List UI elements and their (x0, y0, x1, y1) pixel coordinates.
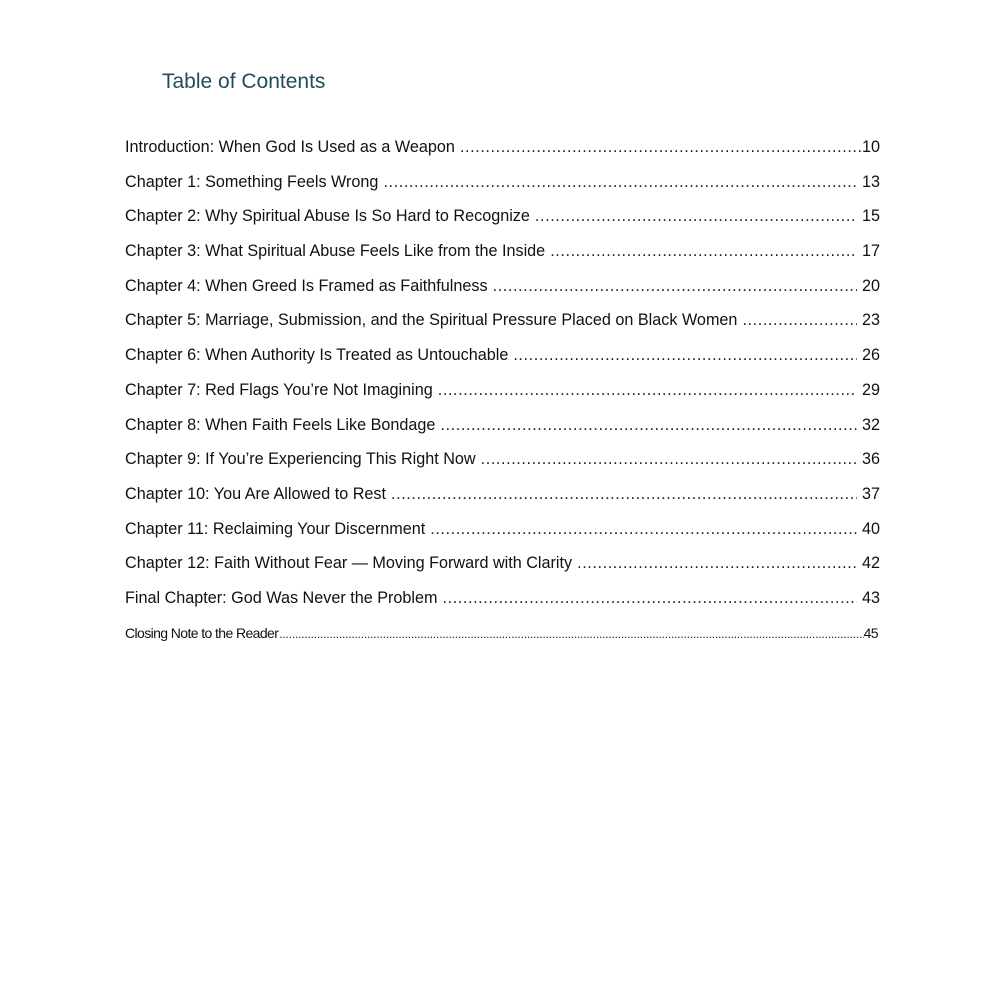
toc-entry-page-number: 37 (861, 484, 880, 503)
dot-leader (430, 516, 857, 542)
toc-entry-label: Chapter 1: Something Feels Wrong (125, 172, 379, 191)
toc-entry-chapter-7[interactable] (125, 377, 880, 412)
dot-leader (443, 585, 857, 611)
toc-entry-chapter-4[interactable] (125, 273, 880, 308)
toc-entry-chapter-2[interactable] (125, 203, 880, 238)
toc-entry-label: Chapter 9: If You’re Experiencing This Right Now (125, 450, 476, 469)
toc-entry-label: Chapter 2: Why Spiritual Abuse Is So Hard to Recognize (125, 207, 530, 226)
toc-entry-label: Chapter 5: Marriage, Submission, and the Spiritual Pressure Placed on Black Women (125, 311, 738, 330)
toc-entry-label: Chapter 11: Reclaiming Your Discernment (125, 519, 426, 538)
dot-leader (460, 134, 862, 160)
toc-entry-page-number: 10 (861, 138, 880, 156)
toc-entry-label: Chapter 3: What Spiritual Abuse Feels Like from the Inside (125, 242, 546, 261)
toc-entry-chapter-8[interactable] (125, 412, 880, 447)
toc-entry-page-number: 26 (861, 346, 880, 365)
toc-entry-page-number: 13 (861, 172, 880, 191)
toc-entry-page-number: 43 (861, 588, 880, 607)
toc-entry-label: Introduction: When God Is Used as a Weapon (125, 138, 455, 156)
dot-leader (550, 238, 857, 264)
toc-entry-label: Chapter 7: Red Flags You’re Not Imagining (125, 380, 433, 399)
toc-entry-label: Chapter 12: Faith Without Fear — Moving Forward with Clarity (125, 554, 573, 573)
table-of-contents (125, 134, 880, 650)
toc-entry-label: Closing Note to the Reader (125, 624, 279, 641)
toc-entry-closing-note[interactable] (125, 620, 880, 650)
toc-entry-page-number: 29 (861, 380, 880, 399)
dot-leader (383, 169, 857, 195)
toc-entry-chapter-5[interactable] (125, 307, 880, 342)
toc-entry-introduction[interactable] (125, 134, 880, 169)
dot-leader (438, 377, 857, 403)
dot-leader (742, 307, 857, 333)
toc-entry-label: Chapter 6: When Authority Is Treated as Untouchable (125, 346, 509, 365)
toc-entry-chapter-3[interactable] (125, 238, 880, 273)
dot-leader (577, 550, 857, 576)
toc-entry-page-number: 42 (861, 554, 880, 573)
toc-entry-page-number: 45 (863, 624, 878, 641)
toc-entry-page-number: 40 (861, 519, 880, 538)
toc-entry-page-number: 15 (861, 207, 880, 226)
dot-leader (481, 446, 857, 472)
toc-entry-chapter-6[interactable] (125, 342, 880, 377)
toc-entry-chapter-1[interactable] (125, 169, 880, 204)
toc-entry-page-number: 32 (861, 415, 880, 434)
toc-entry-chapter-12[interactable] (125, 550, 880, 585)
toc-entry-chapter-10[interactable] (125, 481, 880, 516)
dot-leader (513, 342, 857, 368)
toc-entry-page-number: 17 (861, 242, 880, 261)
dot-leader (440, 412, 857, 438)
toc-entry-label: Chapter 10: You Are Allowed to Rest (125, 484, 386, 503)
toc-entry-page-number: 20 (861, 276, 880, 295)
toc-entry-label: Chapter 8: When Faith Feels Like Bondage (125, 415, 436, 434)
dot-leader (391, 481, 857, 507)
toc-entry-label: Chapter 4: When Greed Is Framed as Faithfulness (125, 276, 488, 295)
toc-entry-chapter-11[interactable] (125, 516, 880, 551)
page-title: Table of Contents (162, 70, 326, 93)
toc-entry-page-number: 36 (861, 450, 880, 469)
dot-leader (535, 203, 857, 229)
dot-leader (279, 621, 863, 647)
toc-entry-label: Final Chapter: God Was Never the Problem (125, 588, 438, 607)
toc-entry-page-number: 23 (861, 311, 880, 330)
dot-leader (493, 273, 857, 299)
toc-entry-final-chapter[interactable] (125, 585, 880, 620)
toc-entry-chapter-9[interactable] (125, 446, 880, 481)
